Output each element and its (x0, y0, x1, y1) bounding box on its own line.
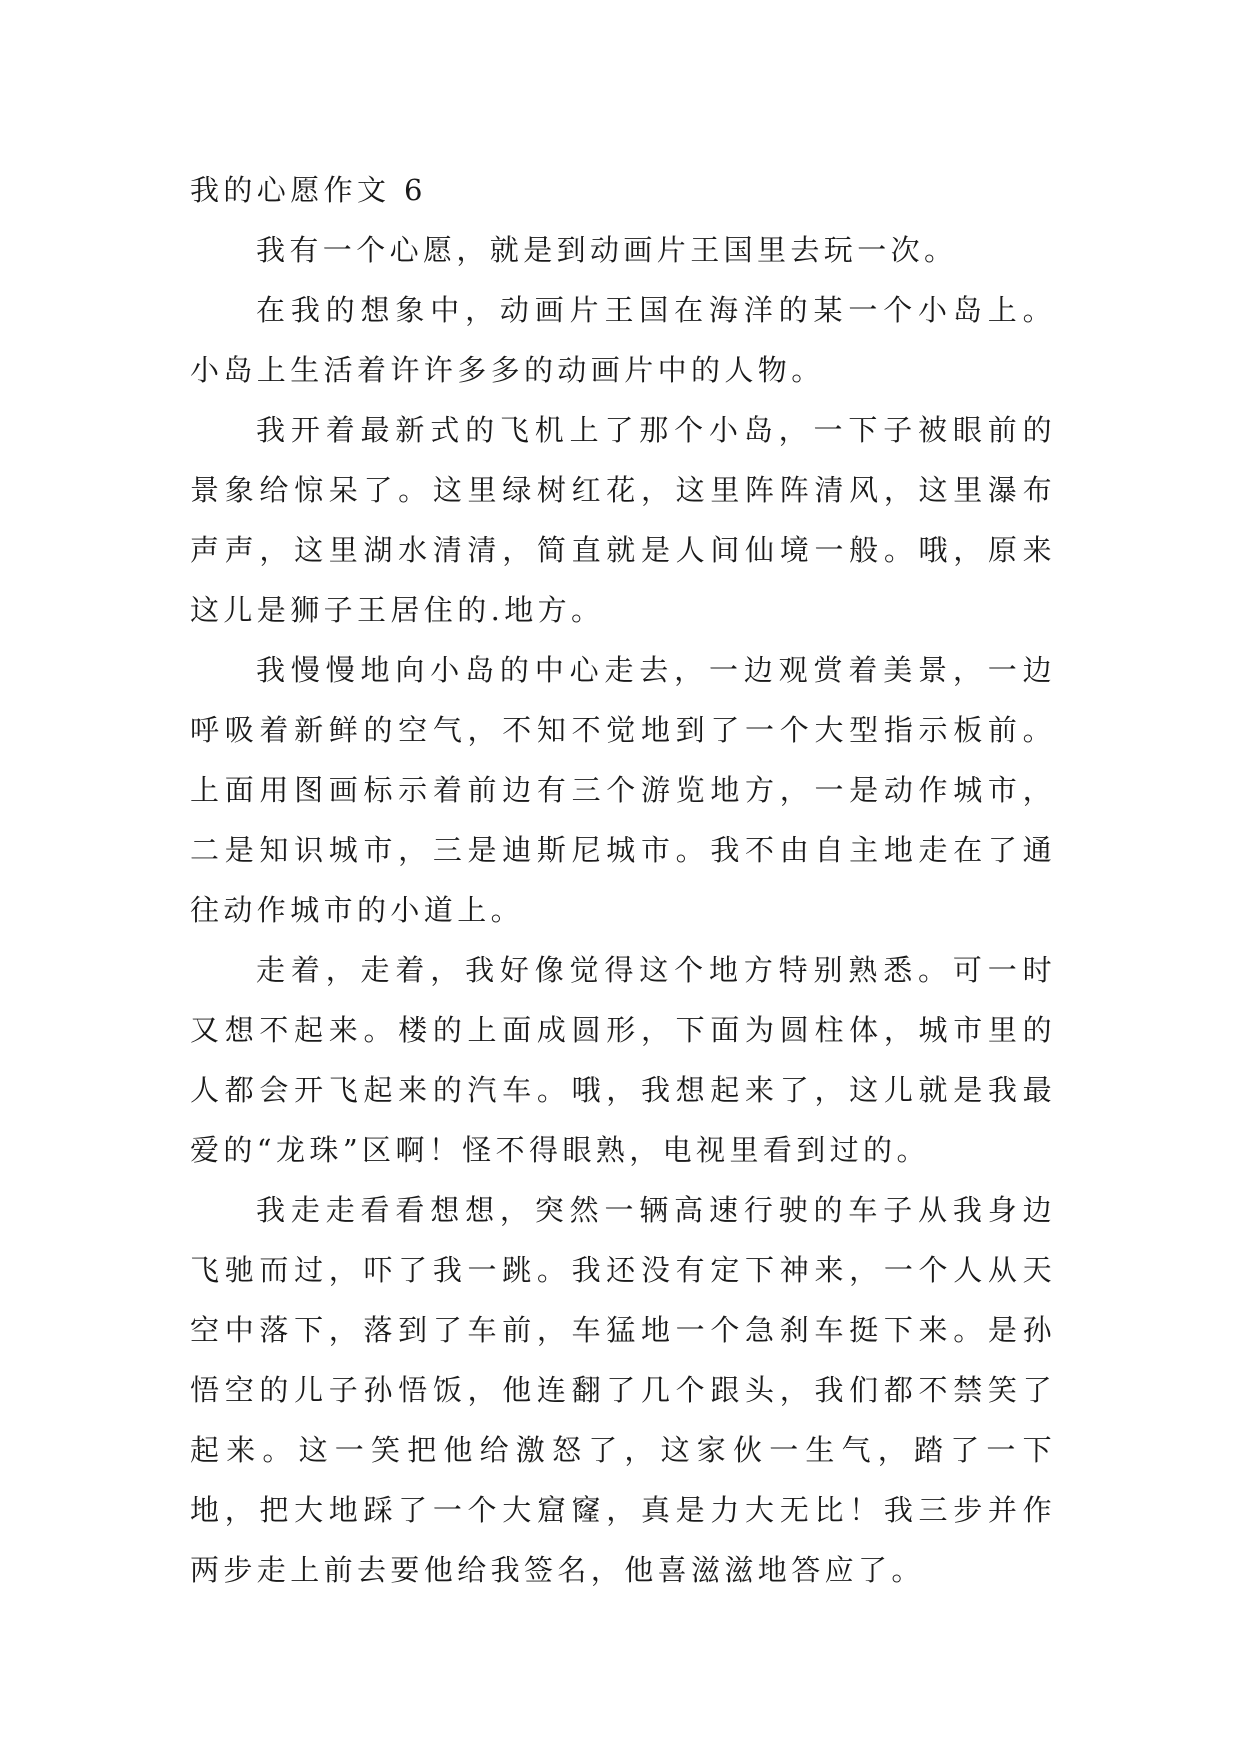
paragraph: 走着，走着，我好像觉得这个地方特别熟悉。可一时又想不起来。楼的上面成圆形，下面为圆柱体，城市里的人都会开飞起来的汽车。哦，我想起来了，这儿就是我最爱的“龙珠”区啊！怪不得眼熟，电视里看到过的。 (190, 953, 1056, 1167)
paragraph: 在我的想象中，动画片王国在海洋的某一个小岛上。小岛上生活着许许多多的动画片中的人物。 (190, 293, 1056, 387)
document-body (190, 160, 1056, 1600)
paragraph: 我有一个心愿，就是到动画片王国里去玩一次。 (256, 233, 958, 267)
document-title: 我的心愿作文 6 (190, 173, 427, 207)
paragraph: 我开着最新式的飞机上了那个小岛，一下子被眼前的景象给惊呆了。这里绿树红花，这里阵阵清风，这里瀑布声声，这里湖水清清，简直就是人间仙境一般。哦，原来这儿是狮子王居住的.地方。 (190, 413, 1056, 627)
paragraph: 我走走看看想想，突然一辆高速行驶的车子从我身边飞驰而过，吓了我一跳。我还没有定下神来，一个人从天空中落下，落到了车前，车猛地一个急刹车挺下来。是孙悟空的儿子孙悟饭，他连翻了几个跟头，我们都不禁笑了起来。这一笑把他给激怒了，这家伙一生气，踏了一下地，把大地踩了一个大窟窿，真是力大无比！我三步并作两步走上前去要他给我签名，他喜滋滋地答应了。 (190, 1193, 1056, 1587)
paragraph: 我慢慢地向小岛的中心走去，一边观赏着美景，一边呼吸着新鲜的空气，不知不觉地到了一个大型指示板前。上面用图画标示着前边有三个游览地方，一是动作城市，二是知识城市，三是迪斯尼城市。我不由自主地走在了通往动作城市的小道上。 (190, 653, 1056, 927)
